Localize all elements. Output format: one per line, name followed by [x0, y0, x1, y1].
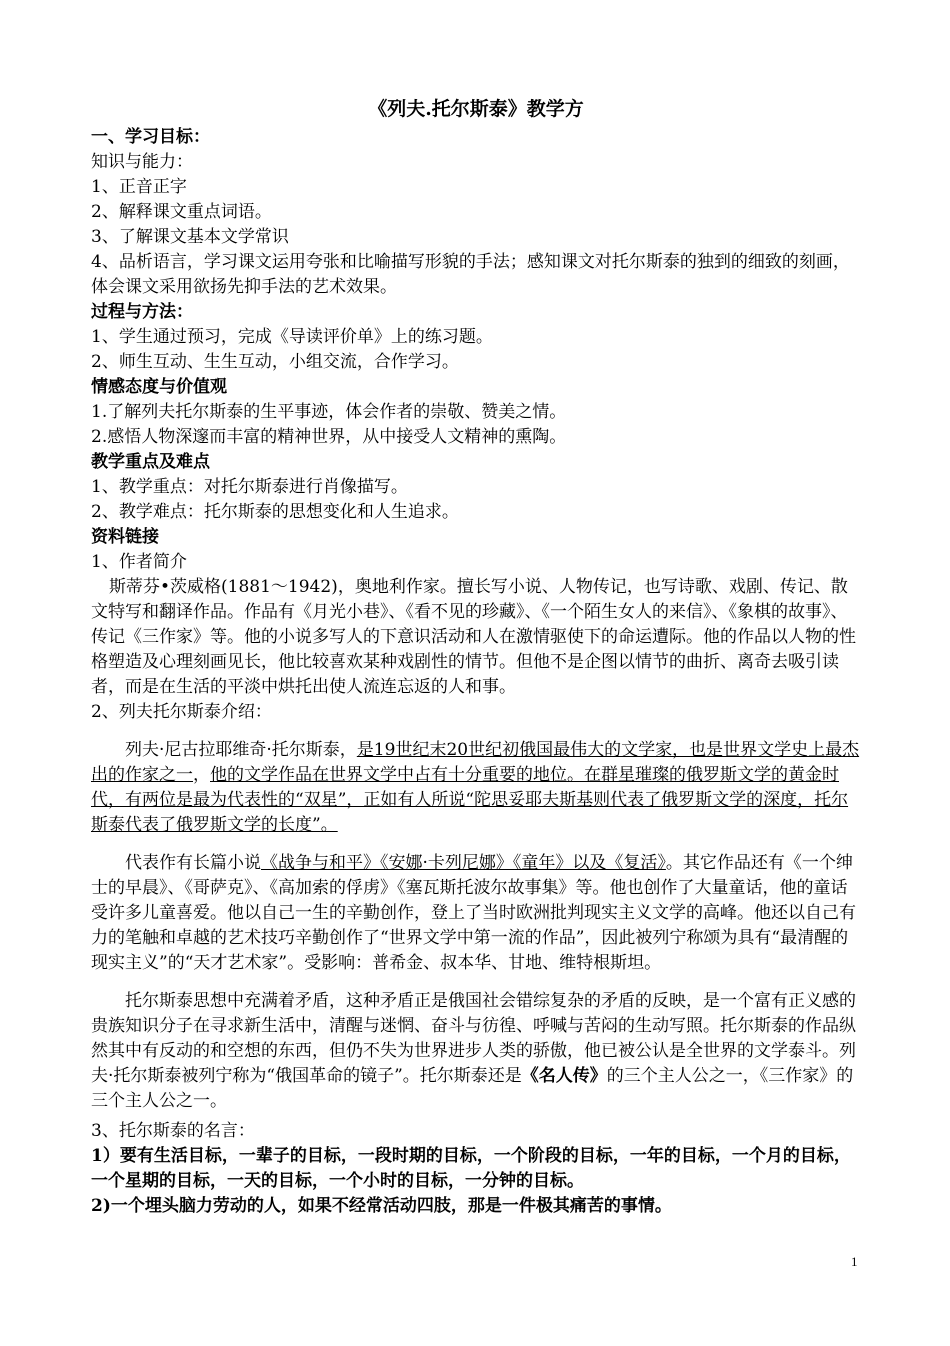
tolstoy-works-paragraph	[91, 851, 861, 976]
knowledge-item-1: 1、正音正字	[91, 177, 187, 197]
process-item-1: 1、学生通过预习，完成《导读评价单》上的练习题。	[91, 327, 493, 347]
quotes-label: 3、托尔斯泰的名言：	[91, 1121, 255, 1141]
thought-text: 托尔斯泰思想中充满着矛盾，这种矛盾正是俄国社会错综复杂的矛盾的反映，是一个富有正义感的贵族知识分子在寻求新生活中，清醒与迷惘、奋斗与彷徨、呼喊与苦闷的生动写照。托尔斯泰的作品纵然其中有反动的和空想的东西，但仍不失为世界进步人类的骄傲，他已被公认是全世界的文学泰斗。列夫·托尔斯泰被列宁称为“俄国革命的镜子”。托尔斯泰还是	[91, 991, 856, 1086]
knowledge-ability-label: 知识与能力：	[91, 152, 193, 172]
heading-learning-goals: 一、学习目标：	[91, 127, 210, 147]
heading-key-points: 教学重点及难点	[91, 452, 210, 472]
tolstoy-intro-label: 2、列夫托尔斯泰介绍：	[91, 702, 272, 722]
document-body	[91, 95, 861, 1219]
author-intro-paragraph: 斯蒂芬•茨威格(1881～1942)，奥地利作家。擅长写小说、人物传记，也写诗歌、戏剧、传记、散文特写和翻译作品。作品有《月光小巷》、《看不见的珍藏》、《一个陌生女人的来信》、《象棋的故事》、传记《三作家》等。他的小说多写人的下意识活动和人在激情驱使下的命运遭际。他的作品以人物的性格塑造及心理刻画见长，他比较喜欢某种戏剧性的情节。但他不是企图以情节的曲折、离奇去吸引读者，而是在生活的平淡中烘托出使人流连忘返的人和事。	[91, 577, 856, 697]
knowledge-item-3: 3、了解课文基本文学常识	[91, 227, 289, 247]
tolstoy-greatness-underlined: 是19世纪末20世纪初俄国最伟大的文学家，也是世界文学史上最杰出的作家之一	[91, 740, 860, 785]
major-works-underlined: 《战争与和平》《安娜·卡列尼娜》《童年》以及《复活》	[261, 853, 666, 873]
emotion-item-2: 2.感悟人物深邃而丰富的精神世界，从中接受人文精神的熏陶。	[91, 427, 567, 447]
tolstoy-thought-paragraph	[91, 989, 861, 1114]
quote-1: 1）要有生活目标，一辈子的目标，一段时期的目标，一个阶段的目标，一年的目标，一个月的目标，一个星期的目标，一天的目标，一个小时的目标，一分钟的目标。	[91, 1146, 851, 1191]
heading-resources: 资料链接	[91, 527, 159, 547]
thought-end: 的三个主人公之一，《三作家》的三个主人公之一。	[91, 1066, 854, 1111]
emotion-item-1: 1.了解列夫托尔斯泰的生平事迹，体会作者的崇敬、赞美之情。	[91, 402, 567, 422]
heading-process-methods: 过程与方法：	[91, 302, 193, 322]
knowledge-item-4: 4、品析语言，学习课文运用夸张和比喻描写形貌的手法；感知课文对托尔斯泰的独到的细致的刻画，体会课文采用欲扬先抑手法的艺术效果。	[91, 252, 850, 297]
tolstoy-intro-paragraph	[91, 738, 861, 838]
author-intro-label: 1、作者简介	[91, 552, 187, 572]
page-number: 1	[851, 1254, 858, 1269]
knowledge-item-2: 2、解释课文重点词语。	[91, 202, 272, 222]
famous-biographies-title: 《名人传》	[521, 1066, 607, 1086]
tolstoy-name: 列夫·尼古拉耶维奇·托尔斯泰，	[125, 740, 357, 760]
works-lead: 代表作有长篇小说	[125, 853, 261, 873]
key-point-1: 1、教学重点：对托尔斯泰进行肖像描写。	[91, 477, 408, 497]
process-item-2: 2、师生互动、生生互动，小组交流，合作学习。	[91, 352, 459, 372]
quote-2: 2)一个埋头脑力劳动的人，如果不经常活动四肢，那是一件极其痛苦的事情。	[91, 1196, 672, 1216]
works-rest: 。其它作品还有《一个绅士的早晨》、《哥萨克》、《高加索的俘虏》《塞瓦斯托波尔故事集》等。他也创作了大量童话，他的童话受许多儿童喜爱。他以自己一生的辛勤创作，登上了当时欧洲批判现实主义文学的高峰。他还以自己有力的笔触和卓越的艺术技巧辛勤创作了“世界文学中第一流的作品”，因此被列宁称颂为具有“最清醒的现实主义”的“天才艺术家”。受影响：普希金、叔本华、甘地、维特根斯坦。	[91, 853, 856, 973]
tolstoy-status-underlined: 他的文学作品在世界文学中占有十分重要的地位。在群星璀璨的俄罗斯文学的黄金时代，有两位是最为代表性的“双星”，正如有人所说“陀思妥耶夫斯基则代表了俄罗斯文学的深度，托尔斯泰代表了俄罗斯文学的长度”。	[91, 765, 849, 835]
key-point-2: 2、教学难点：托尔斯泰的思想变化和人生追求。	[91, 502, 459, 522]
comma: ，	[193, 765, 210, 785]
document-title: 《列夫.托尔斯泰》教学方	[368, 98, 584, 120]
heading-emotion-values: 情感态度与价值观	[91, 377, 227, 397]
